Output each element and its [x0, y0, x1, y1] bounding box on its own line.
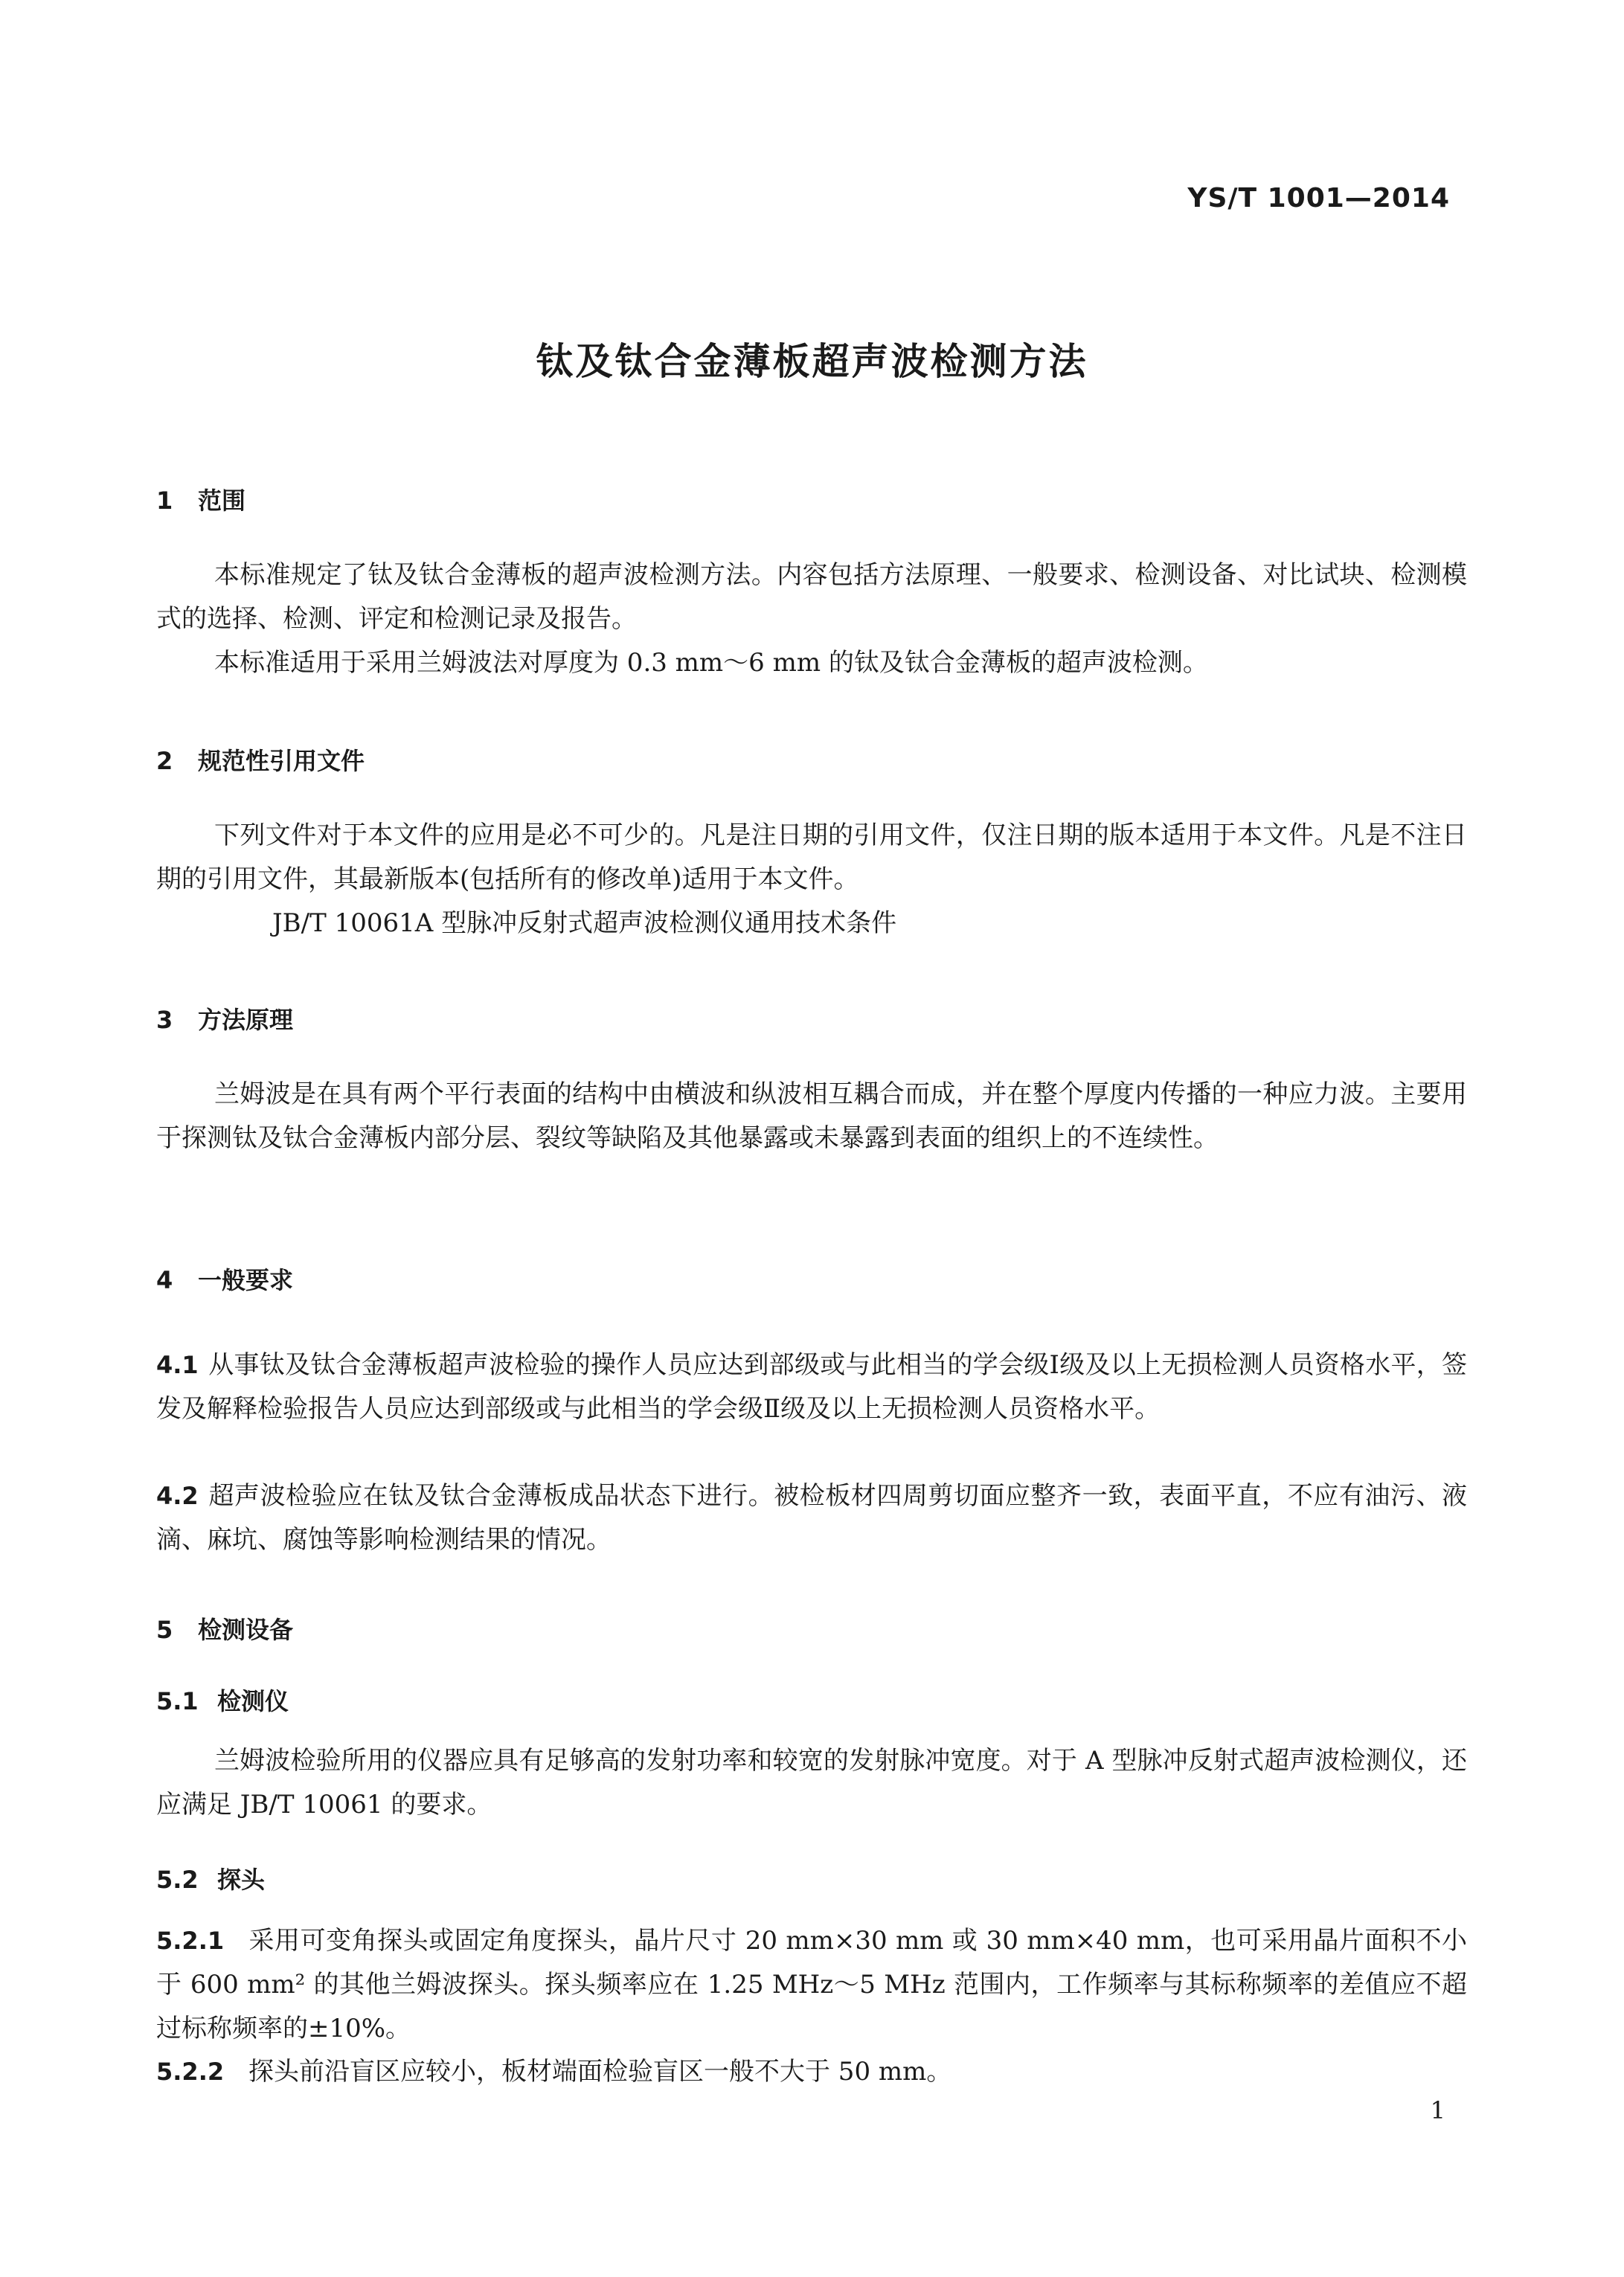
subsection-number: 5.1 [156, 1687, 199, 1715]
clause-text: 从事钛及钛合金薄板超声波检验的操作人员应达到部级或与此相当的学会级Ⅰ级及以上无损检测人员资格水平，签发及解释检验报告人员应达到部级或与此相当的学会级Ⅱ级及以上无损检测人员资格水平。 [156, 1350, 1467, 1424]
section-title: 范围 [198, 486, 246, 515]
subsection-5-1-paragraph: 兰姆波检验所用的仪器应具有足够高的发射功率和较宽的发射脉冲宽度。对于 A 型脉冲反射式超声波检测仪，还应满足 JB/T 10061 的要求。 [156, 1746, 1467, 1820]
subsection-title: 探头 [217, 1866, 266, 1894]
section-number: 4 [156, 1266, 173, 1294]
clause-5-2-2 [156, 2050, 1467, 2094]
section-1-paragraph-1: 本标准规定了钛及钛合金薄板的超声波检测方法。内容包括方法原理、一般要求、检测设备、对比试块、检测模式的选择、检测、评定和检测记录及报告。 [156, 560, 1467, 634]
clause-text: 探头前沿盲区应较小，板材端面检验盲区一般不大于 50 mm。 [248, 2057, 952, 2087]
clause-text: 采用可变角探头或固定角度探头，晶片尺寸 20 mm×30 mm 或 30 mm×40 mm，也可采用晶片面积不小于 600 mm² 的其他兰姆波探头。探头频率应在 1.25 MHz～5 MHz 范围内，工作频率与其标称频率的差值应不超过标称频率的±10%。 [156, 1926, 1467, 2043]
section-title: 规范性引用文件 [198, 747, 365, 775]
section-number: 2 [156, 747, 173, 775]
clause-text: 超声波检验应在钛及钛合金薄板成品状态下进行。被检板材四周剪切面应整齐一致，表面平直，不应有油污、液滴、麻坑、腐蚀等影响检测结果的情况。 [156, 1481, 1467, 1555]
clause-number: 5.2.2 [156, 2058, 225, 2086]
subsection-title: 检测仪 [217, 1687, 289, 1715]
section-number: 5 [156, 1616, 173, 1644]
clause-number: 4.1 [156, 1351, 199, 1379]
clause-number: 4.2 [156, 1482, 199, 1510]
section-2-paragraph-1: 下列文件对于本文件的应用是必不可少的。凡是注日期的引用文件，仅注日期的版本适用于本文件。凡是不注日期的引用文件，其最新版本(包括所有的修改单)适用于本文件。 [156, 820, 1467, 894]
section-3-heading [156, 1001, 293, 1035]
subsection-number: 5.2 [156, 1866, 199, 1894]
section-3-paragraph-1: 兰姆波是在具有两个平行表面的结构中由横波和纵波相互耦合而成，并在整个厚度内传播的一种应力波。主要用于探测钛及钛合金薄板内部分层、裂纹等缺陷及其他暴露或未暴露到表面的组织上的不连续性。 [156, 1079, 1467, 1153]
clause-4-2 [156, 1474, 1467, 1562]
section-title: 检测设备 [198, 1616, 294, 1644]
section-1-heading [156, 482, 245, 516]
standard-code: YS/T 1001—2014 [1187, 183, 1450, 213]
section-5-heading [156, 1611, 293, 1645]
section-title: 方法原理 [198, 1006, 294, 1034]
document-title: 钛及钛合金薄板超声波检测方法 [536, 340, 1088, 383]
section-title: 一般要求 [198, 1266, 294, 1294]
reference-title: A 型脉冲反射式超声波检测仪通用技术条件 [414, 908, 897, 938]
section-1-paragraph-2: 本标准适用于采用兰姆波法对厚度为 0.3 mm～6 mm 的钛及钛合金薄板的超声波检测。 [214, 648, 1208, 678]
section-number: 1 [156, 486, 173, 515]
clause-5-2-1 [156, 1919, 1467, 2051]
reference-code: JB/T 10061 [272, 908, 415, 938]
subsection-5-2-heading [156, 1861, 265, 1895]
section-number: 3 [156, 1006, 173, 1034]
clause-4-1 [156, 1343, 1467, 1431]
subsection-5-1-heading [156, 1683, 289, 1717]
section-4-heading [156, 1262, 293, 1296]
page-number: 1 [1430, 2096, 1445, 2125]
section-2-heading [156, 742, 365, 777]
clause-number: 5.2.1 [156, 1927, 225, 1955]
normative-reference [156, 902, 1467, 945]
